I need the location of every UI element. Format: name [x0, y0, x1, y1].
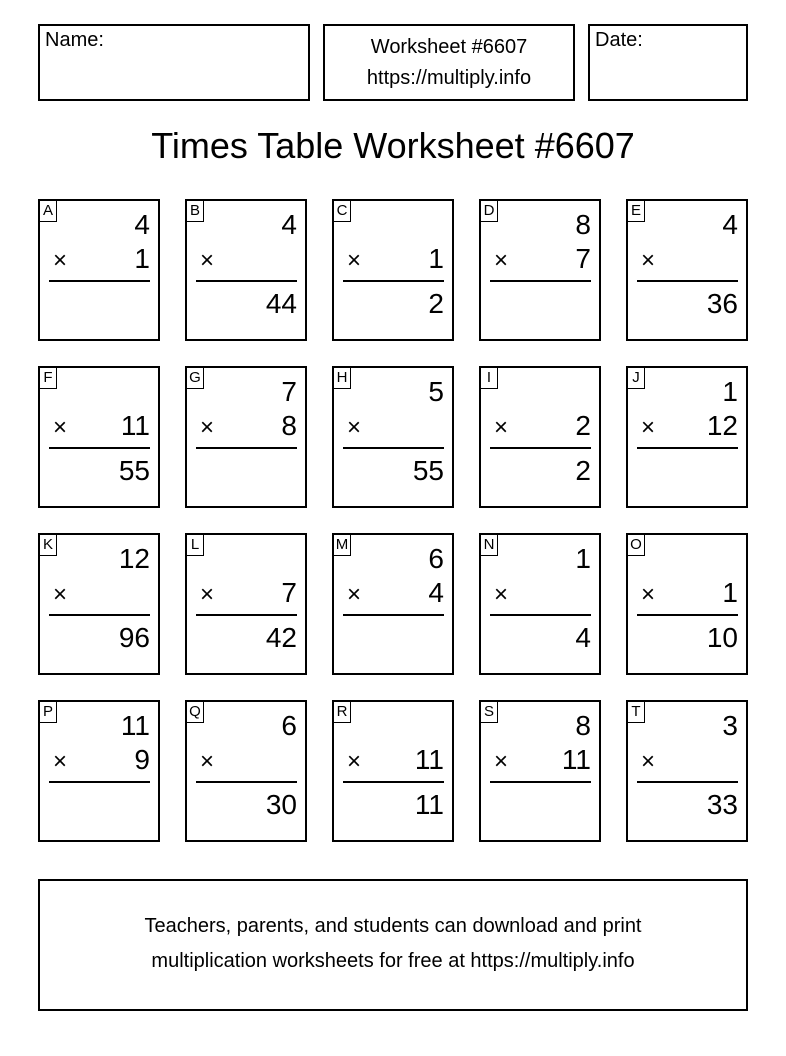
answer-line	[196, 447, 297, 449]
problem-card	[185, 366, 307, 508]
answer-line	[49, 781, 150, 783]
times-sign: ×	[53, 247, 68, 274]
problem-letter: F	[39, 367, 57, 389]
times-sign: ×	[641, 414, 656, 441]
multiplier: 7	[575, 243, 591, 274]
multiplier: 4	[428, 577, 444, 608]
problem-letter: E	[627, 200, 645, 222]
product: 55	[412, 455, 444, 486]
times-sign: ×	[53, 414, 68, 441]
multiplier: 1	[134, 243, 150, 274]
worksheet-id: Worksheet #6607	[370, 36, 528, 58]
multiplicand: 11	[120, 710, 150, 741]
multiplicand: 1	[575, 543, 591, 574]
problem-letter: S	[480, 701, 498, 723]
product: 36	[706, 288, 738, 319]
product: 11	[414, 789, 444, 820]
problem-card	[479, 533, 601, 675]
multiplicand: 8	[575, 710, 591, 741]
product: 2	[575, 455, 591, 486]
problem-card	[332, 366, 454, 508]
times-sign: ×	[494, 247, 509, 274]
multiplicand: 4	[134, 209, 150, 240]
product: 30	[265, 789, 297, 820]
problem-letter: O	[627, 534, 645, 556]
answer-line	[637, 447, 738, 449]
problem-letter: Q	[186, 701, 204, 723]
problem-grid	[38, 199, 748, 842]
problem-letter: M	[333, 534, 351, 556]
times-sign: ×	[494, 414, 509, 441]
problem-letter: D	[480, 200, 498, 222]
multiplicand: 3	[722, 710, 738, 741]
footer-line-1: Teachers, parents, and students can download and print	[144, 915, 642, 937]
times-sign: ×	[53, 748, 68, 775]
times-sign: ×	[641, 748, 656, 775]
multiplicand: 6	[281, 710, 297, 741]
multiplier: 1	[428, 243, 444, 274]
answer-line	[490, 781, 591, 783]
multiplicand: 6	[428, 543, 444, 574]
product: 33	[706, 789, 738, 820]
times-sign: ×	[200, 748, 215, 775]
product: 10	[706, 622, 738, 653]
multiplier: 11	[561, 744, 591, 775]
times-sign: ×	[53, 581, 68, 608]
times-sign: ×	[200, 581, 215, 608]
problem-letter: L	[186, 534, 204, 556]
date-label: Date:	[595, 29, 643, 51]
problem-card	[332, 199, 454, 341]
product: 4	[575, 622, 591, 653]
problem-card	[185, 199, 307, 341]
answer-line	[343, 447, 444, 449]
multiplier: 7	[281, 577, 297, 608]
multiplicand: 4	[722, 209, 738, 240]
multiplicand: 8	[575, 209, 591, 240]
problem-card	[38, 199, 160, 341]
multiplicand: 7	[281, 376, 297, 407]
product: 55	[118, 455, 150, 486]
times-sign: ×	[347, 414, 362, 441]
times-sign: ×	[347, 247, 362, 274]
answer-line	[49, 280, 150, 282]
problem-card	[479, 199, 601, 341]
multiplicand: 12	[118, 543, 150, 574]
answer-line	[49, 447, 150, 449]
product: 44	[265, 288, 297, 319]
problem-letter: R	[333, 701, 351, 723]
problem-card	[626, 199, 748, 341]
problem-card	[185, 533, 307, 675]
problem-card	[38, 366, 160, 508]
times-sign: ×	[641, 581, 656, 608]
answer-line	[196, 614, 297, 616]
footer-box	[38, 879, 748, 1011]
product: 42	[265, 622, 297, 653]
times-sign: ×	[641, 247, 656, 274]
times-sign: ×	[200, 414, 215, 441]
multiplier: 11	[414, 744, 444, 775]
problem-card	[479, 700, 601, 842]
problem-card	[626, 700, 748, 842]
problem-card	[332, 533, 454, 675]
problem-card	[38, 700, 160, 842]
problem-letter: G	[186, 367, 204, 389]
problem-letter: T	[627, 701, 645, 723]
answer-line	[490, 614, 591, 616]
problem-card	[626, 533, 748, 675]
problem-letter: J	[627, 367, 645, 389]
problem-letter: I	[480, 367, 498, 389]
times-sign: ×	[347, 581, 362, 608]
problem-card	[626, 366, 748, 508]
multiplier: 11	[120, 410, 150, 441]
problem-card	[479, 366, 601, 508]
times-sign: ×	[494, 581, 509, 608]
answer-line	[637, 614, 738, 616]
multiplier: 1	[722, 577, 738, 608]
problem-letter: K	[39, 534, 57, 556]
problem-letter: A	[39, 200, 57, 222]
multiplier: 8	[281, 410, 297, 441]
problem-letter: H	[333, 367, 351, 389]
problem-letter: P	[39, 701, 57, 723]
multiplier: 12	[706, 410, 738, 441]
footer-line-2: multiplication worksheets for free at https://multiply.info	[151, 950, 635, 972]
multiplicand: 1	[722, 376, 738, 407]
answer-line	[343, 614, 444, 616]
multiplier: 2	[575, 410, 591, 441]
answer-line	[637, 280, 738, 282]
problem-letter: C	[333, 200, 351, 222]
worksheet-id-box	[323, 24, 575, 101]
page-title: Times Table Worksheet #6607	[151, 125, 635, 166]
answer-line	[343, 280, 444, 282]
problem-card	[332, 700, 454, 842]
answer-line	[343, 781, 444, 783]
name-label: Name:	[45, 29, 104, 51]
times-sign: ×	[494, 748, 509, 775]
product: 96	[118, 622, 150, 653]
date-field-box	[588, 24, 748, 101]
name-field-box	[38, 24, 310, 101]
answer-line	[637, 781, 738, 783]
product: 2	[428, 288, 444, 319]
times-sign: ×	[347, 748, 362, 775]
answer-line	[490, 447, 591, 449]
multiplier: 9	[134, 744, 150, 775]
answer-line	[196, 280, 297, 282]
problem-card	[185, 700, 307, 842]
problem-card	[38, 533, 160, 675]
answer-line	[49, 614, 150, 616]
multiplicand: 4	[281, 209, 297, 240]
answer-line	[196, 781, 297, 783]
problem-letter: N	[480, 534, 498, 556]
times-sign: ×	[200, 247, 215, 274]
multiplicand: 5	[428, 376, 444, 407]
problem-letter: B	[186, 200, 204, 222]
site-url: https://multiply.info	[366, 67, 532, 89]
answer-line	[490, 280, 591, 282]
